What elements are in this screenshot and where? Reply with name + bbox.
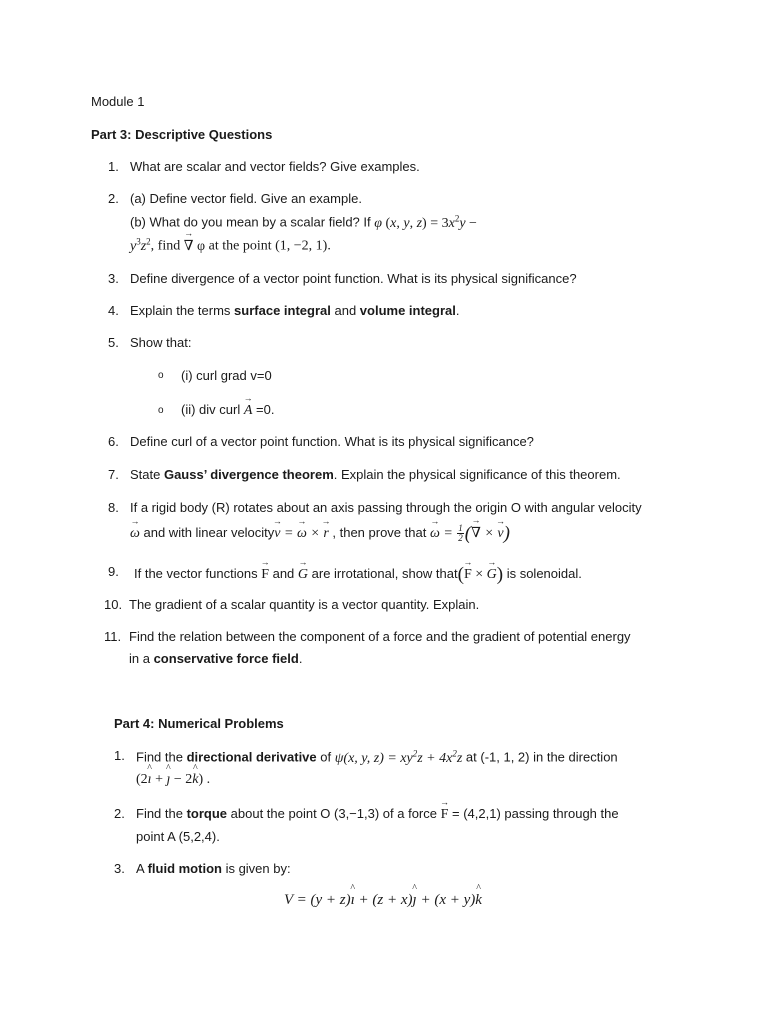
q3-text: Define divergence of a vector point function. What is its physical significance?	[130, 271, 577, 286]
q9-prefix: If the vector functions	[134, 566, 262, 581]
q7-number: 7.	[108, 467, 119, 482]
q3-number: 3.	[108, 271, 119, 286]
q5-sub2-suffix: =0.	[252, 402, 275, 417]
p3-prefix: A	[136, 861, 148, 876]
p1-direction-vector: (2^ ı + ^ ȷ − 2^ k) .	[136, 772, 210, 787]
q8-line2-b: , then prove that	[328, 525, 430, 540]
q10-number: 10.	[104, 597, 123, 612]
q6-number: 6.	[108, 434, 119, 449]
q5-sub1-bullet: o	[158, 370, 164, 381]
p3-line1	[136, 861, 291, 876]
q2-number: 2.	[108, 191, 119, 206]
p3-suffix: is given by:	[221, 861, 291, 876]
q11-number: 11.	[104, 629, 122, 644]
q1-number: 1.	[108, 159, 119, 174]
q2-line-a: (a) Define vector field. Give an example.	[130, 191, 362, 206]
part4-heading: Part 4: Numerical Problems	[114, 716, 284, 731]
q11-line1: Find the relation between the component of a force and the gradient of potential energy	[129, 629, 631, 644]
q6-text: Define curl of a vector point function. What is its physical significance?	[130, 434, 534, 449]
part3-heading: Part 3: Descriptive Questions	[91, 127, 273, 142]
q2-formula-cont: $y^3z^2$	[130, 236, 151, 254]
q2-line-b-text: (b) What do you mean by a scalar field? If	[130, 214, 375, 230]
p2-vector-f: → F	[441, 807, 449, 823]
q9-cross-product: (→ F × → G)	[458, 567, 503, 582]
q4-prefix: Explain the terms	[130, 303, 235, 318]
p1-psi-formula: ψ(x, y, $z) = xy^2z + 4x^2z$	[334, 748, 463, 766]
q5-sub2-prefix: (ii) div curl	[181, 402, 244, 417]
q5-sub1-text: (i) curl grad v=0	[181, 368, 272, 383]
q8-proof-formula: → ω = $\frac{1}{2}$ (→ ∇ × → v)	[430, 526, 510, 541]
q9-vector-f: → F	[261, 567, 269, 583]
q9-and: and	[268, 566, 298, 581]
p1-directional-derivative: directional derivative	[186, 749, 317, 765]
q2-line-c-mid: , find	[150, 238, 184, 254]
q11-line2-prefix: in a	[129, 651, 154, 666]
q8-number: 8.	[108, 500, 119, 515]
p1-mid: of	[316, 749, 335, 765]
q11-conservative-force-field: conservative force field	[153, 651, 299, 666]
q2-scalar-field-formula: φ (x, y, $z) = 3x^2y$ −	[374, 213, 477, 231]
q2-line-c	[130, 236, 331, 255]
p2-line2: point A (5,2,4).	[136, 829, 220, 844]
p2-prefix: Find the	[136, 806, 187, 821]
q5-vector-a: → A	[244, 403, 253, 419]
q5-text: Show that:	[130, 335, 192, 350]
p1-number: 1.	[114, 748, 125, 763]
p2-line1	[136, 806, 619, 823]
q11-line2	[129, 651, 302, 666]
p2-torque: torque	[186, 806, 228, 821]
q7-prefix: State	[130, 467, 164, 482]
p1-suffix: at (-1, 1, 2) in the direction	[462, 749, 618, 765]
q1-text: What are scalar and vector fields? Give examples.	[130, 159, 420, 174]
q9-mid: are irrotational, show that	[308, 566, 458, 581]
p1-prefix: Find the	[136, 749, 187, 765]
q8-line2	[130, 523, 510, 545]
q9-suffix: is solenoidal.	[503, 566, 582, 581]
module-title: Module 1	[91, 94, 145, 109]
q10-text: The gradient of a scalar quantity is a vector quantity. Explain.	[129, 597, 480, 612]
q2-line-c-end: at the point (1, −2, 1).	[205, 238, 331, 254]
p3-fluid-motion: fluid motion	[147, 861, 222, 876]
p2-suffix: = (4,2,1) passing through the	[448, 806, 619, 821]
q8-velocity-formula: → v = → ω × → r	[274, 526, 328, 541]
p1-line2	[136, 771, 210, 788]
q4-suffix: .	[455, 303, 460, 318]
q4-number: 4.	[108, 303, 119, 318]
p3-velocity-equation: V = (y + z)^ ı + (z + x)^ ȷ + (x + y)^ k	[284, 892, 482, 909]
q9-vector-g: → G	[298, 567, 308, 583]
q7-gauss-theorem: Gauss’ divergence theorem	[163, 467, 334, 482]
q7-text	[130, 467, 621, 482]
q9-text	[134, 564, 582, 586]
q5-sub2	[181, 402, 274, 419]
q8-line1: If a rigid body (R) rotates about an axis passing through the origin O with angular velocity	[130, 500, 642, 515]
q11-line2-suffix: .	[298, 651, 303, 666]
q2-line-b	[130, 213, 477, 232]
q5-sub2-bullet: o	[158, 405, 164, 416]
q9-number: 9.	[108, 564, 119, 579]
p2-number: 2.	[114, 806, 125, 821]
p3-number: 3.	[114, 861, 125, 876]
p1-line1	[136, 748, 618, 767]
q2-gradient-symbol: → ∇ φ	[184, 239, 205, 254]
q7-suffix: . Explain the physical significance of this theorem.	[333, 467, 621, 482]
p2-mid: about the point O (3,−1,3) of a force	[227, 806, 441, 821]
q4-text	[130, 303, 460, 318]
q4-term-volume-integral: volume integral	[359, 303, 456, 318]
q8-omega-vector: → ω	[130, 526, 140, 542]
q8-line2-a: and with linear velocity	[139, 525, 275, 540]
q5-number: 5.	[108, 335, 119, 350]
q4-term-surface-integral: surface integral	[234, 303, 331, 318]
q4-mid: and	[330, 303, 360, 318]
